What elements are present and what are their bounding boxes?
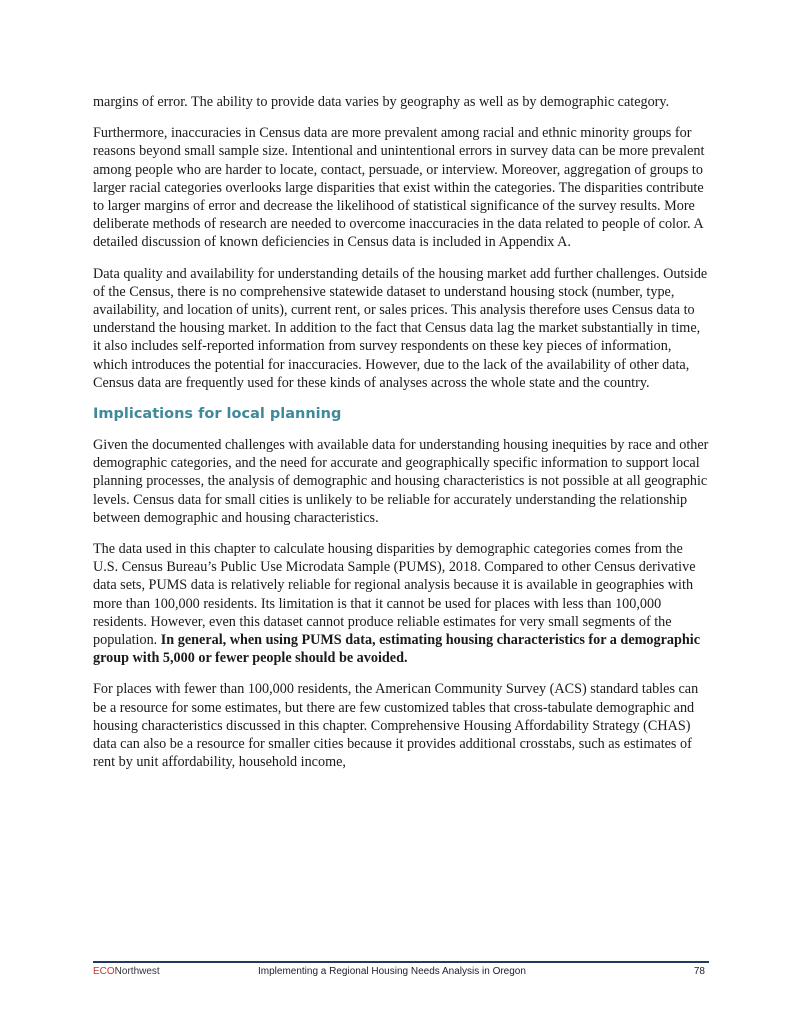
document-page <box>93 93 709 785</box>
pums-text: The data used in this chapter to calculate housing disparities by demographic categories comes from the U.S. Census Bureau’s Public Use Microdata Sample (PUMS), 2018. Compared to other Census derivative data sets, PUMS data is relatively reliable for regional analysis because it is available in geographies with more than 100,000 residents. Its limitation is that it cannot be used for places with less than 100,000 residents. However, even this dataset cannot produce reliable estimates for very small segments of the population. <box>93 541 696 649</box>
footer-brand <box>93 966 160 977</box>
brand-suffix: Northwest <box>114 966 160 977</box>
pums-bold-guidance: In general, when using PUMS data, estimating housing characteristics for a demographic group with 5,000 or fewer people should be avoided. <box>93 632 701 667</box>
paragraph-census-inaccuracies: Furthermore, inaccuracies in Census data are more prevalent among racial and ethnic minority groups for reasons beyond small sample size. Intentional and unintentional errors in survey data can be more prevalent among people who are harder to locate, contact, persuade, or interview. Moreover, aggregation of groups to larger racial categories overlooks large disparities that exist within the categories. The disparities contribute to larger margins of error and decrease the likelihood of statistical significance of the survey results. More deliberate methods of research are needed to overcome inaccuracies in the data related to people of color. A detailed discussion of known deficiencies in Census data is included in Appendix A. <box>93 125 705 251</box>
footer-row <box>93 966 709 982</box>
paragraph-acs-chas: For places with fewer than 100,000 residents, the American Community Survey (ACS) standard tables can be a resource for some estimates, but there are few customized tables that cross-tabulate demographic and housing characteristics discussed in this chapter. Comprehensive Housing Affordability Strategy (CHAS) data can also be a resource for smaller cities because it provides additional crosstabs, such as estimates of rent by unit affordability, household income, <box>93 681 699 771</box>
page-number: 78 <box>693 966 705 977</box>
footer-rule <box>93 961 709 963</box>
paragraph-documented-challenges: Given the documented challenges with available data for understanding housing inequities by race and other demographic categories, and the need for accurate and geographically specific information to support local planning processes, the analysis of demographic and housing characteristics is not possible at all geographic levels. Census data for small cities is unlikely to be reliable for accurately understanding the relationship between demographic and housing characteristics. <box>93 437 709 526</box>
paragraph-margins-of-error: margins of error. The ability to provide data varies by geography as well as by demographic category. <box>93 94 670 110</box>
footer-document-title: Implementing a Regional Housing Needs Analysis in Oregon <box>258 966 526 977</box>
paragraph-data-quality: Data quality and availability for understanding details of the housing market add further challenges. Outside of the Census, there is no comprehensive statewide dataset to understand housing stock (number, type, availability, and location of units), current rent, or sales prices. This analysis therefore uses Census data to understand the housing market. In addition to the fact that Census data lag the market substantially in time, it also includes self-reported information from survey respondents on these key pieces of information, which introduces the potential for inaccuracies. However, due to the lack of the availability of other data, Census data are frequently used for these kinds of analyses across the whole state and the country. <box>93 265 708 391</box>
section-heading-local-planning: Implications for local planning <box>93 406 342 423</box>
brand-prefix: ECO <box>93 966 115 977</box>
paragraph-pums-data <box>93 540 709 667</box>
page-footer <box>93 961 709 982</box>
